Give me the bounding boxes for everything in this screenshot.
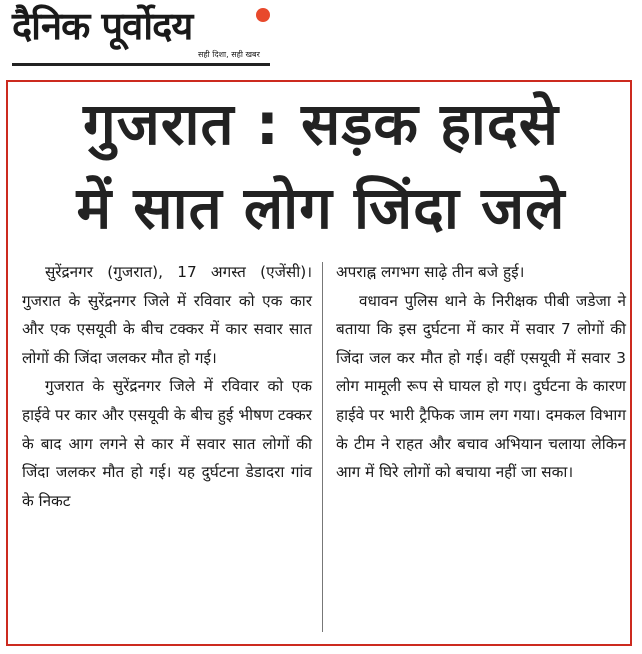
column-divider — [322, 262, 323, 632]
article-paragraph: अपराह्न लगभग साढ़े तीन बजे हुई। — [336, 263, 525, 281]
article-paragraph: सुरेंद्रनगर (गुजरात), 17 अगस्त (एजेंसी)। गुजरात के सुरेंद्रनगर जिले में रविवार को एक कार और एक एसयूवी के बीच टक्कर में कार सवार सात लोगों की जिंदा जलकर मौत हो गई। — [22, 263, 312, 367]
newspaper-logo: दैनिक पूर्वोदय — [12, 4, 193, 48]
article-paragraph: वधावन पुलिस थाने के निरीक्षक पीबी जडेजा ने बताया कि इस दुर्घटना में कार में सवार 7 लोगों की जिंदा जल कर मौत हो गई। वहीं एसयूवी में सवार 3 लोग मामूली रूप से घायल हो गए। दुर्घटना के कारण हाईवे पर भारी ट्रैफिक जाम लग गया। दमकल विभाग के टीम ने राहत और बचाव अभियान चलाया लेकिन आग में घिरे लोगों को बचाया नहीं जा सका। — [336, 291, 626, 482]
headline-line-1: गुजरात : सड़क हादसे — [83, 90, 559, 158]
article-paragraph: गुजरात के सुरेंद्रनगर जिले में रविवार को एक हाईवे पर कार और एसयूवी के बीच हुई भीषण टक्कर के बाद आग लगने से कार में सवार सात लोगों की जिंदा जलकर मौत हो गई। यह दुर्घटना डेडादरा गांव के निकट — [22, 377, 312, 510]
masthead-tagline: सही दिशा, सही खबर — [198, 50, 260, 59]
logo-dot-icon — [256, 8, 270, 22]
masthead-rule — [12, 63, 270, 66]
article-column-right — [336, 258, 626, 487]
headline-line-2: में सात लोग जिंदा जले — [76, 174, 566, 242]
article-column-left — [22, 258, 312, 515]
masthead — [0, 0, 642, 80]
